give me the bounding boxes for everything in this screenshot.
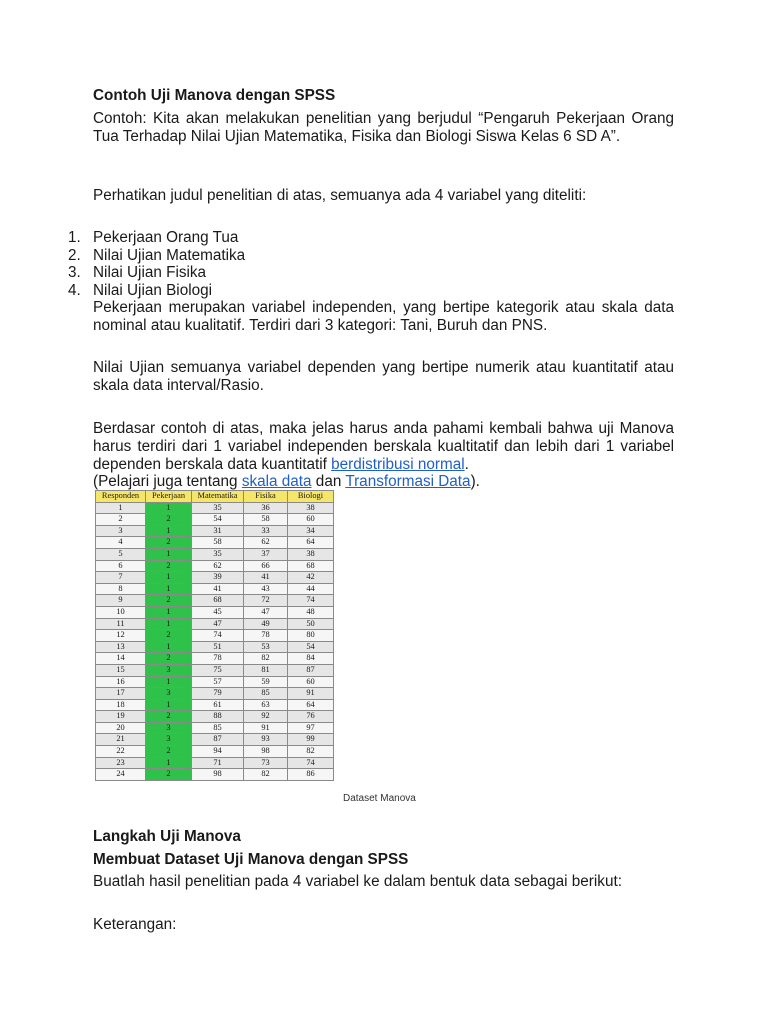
cell-responden: 17 xyxy=(96,688,146,700)
cell-pekerjaan: 1 xyxy=(146,618,192,630)
cell-fisika: 37 xyxy=(244,548,288,560)
table-row xyxy=(96,502,334,514)
cell-fisika: 62 xyxy=(244,537,288,549)
cell-matematika: 35 xyxy=(192,548,244,560)
cell-pekerjaan: 2 xyxy=(146,711,192,723)
cell-responden: 1 xyxy=(96,502,146,514)
cell-matematika: 75 xyxy=(192,664,244,676)
link-transformasi-data[interactable]: Transformasi Data xyxy=(345,473,471,490)
based-text: Berdasar contoh di atas, maka jelas harus anda pahami kembali bahwa uji Manova harus terdiri dari 1 variabel independen berskala kualtitatif dan lebih dari 1 variabel dependen berskala data kuantitatif xyxy=(93,420,674,473)
table-row xyxy=(96,595,334,607)
cell-matematika: 39 xyxy=(192,572,244,584)
cell-biologi: 68 xyxy=(288,560,334,572)
table-row xyxy=(96,630,334,642)
cell-biologi: 80 xyxy=(288,630,334,642)
cell-pekerjaan: 1 xyxy=(146,548,192,560)
cell-responden: 4 xyxy=(96,537,146,549)
cell-biologi: 60 xyxy=(288,676,334,688)
list-item xyxy=(68,264,206,282)
list-item xyxy=(68,247,245,265)
cell-responden: 20 xyxy=(96,722,146,734)
cell-fisika: 82 xyxy=(244,653,288,665)
list-text: Pekerjaan Orang Tua xyxy=(93,229,239,246)
cell-matematika: 94 xyxy=(192,746,244,758)
list-number: 2. xyxy=(68,247,81,264)
cell-matematika: 88 xyxy=(192,711,244,723)
cell-fisika: 41 xyxy=(244,572,288,584)
list-number: 3. xyxy=(68,264,81,281)
cell-responden: 13 xyxy=(96,641,146,653)
link-berdistribusi-normal[interactable]: berdistribusi normal xyxy=(331,455,465,473)
cell-fisika: 73 xyxy=(244,757,288,769)
table-row xyxy=(96,606,334,618)
cell-responden: 12 xyxy=(96,630,146,642)
cell-biologi: 64 xyxy=(288,699,334,711)
cell-matematika: 58 xyxy=(192,537,244,549)
list-number: 1. xyxy=(68,229,81,246)
table-row xyxy=(96,514,334,526)
cell-biologi: 82 xyxy=(288,746,334,758)
cell-biologi: 60 xyxy=(288,514,334,526)
cell-pekerjaan: 2 xyxy=(146,746,192,758)
cell-matematika: 68 xyxy=(192,595,244,607)
cell-pekerjaan: 1 xyxy=(146,676,192,688)
cell-matematika: 35 xyxy=(192,502,244,514)
cell-fisika: 63 xyxy=(244,699,288,711)
cell-matematika: 87 xyxy=(192,734,244,746)
cell-fisika: 93 xyxy=(244,734,288,746)
table-body xyxy=(96,502,334,780)
list-text: Nilai Ujian Matematika xyxy=(93,247,246,264)
cell-responden: 23 xyxy=(96,757,146,769)
cell-responden: 9 xyxy=(96,595,146,607)
cell-biologi: 38 xyxy=(288,502,334,514)
cell-responden: 22 xyxy=(96,746,146,758)
cell-pekerjaan: 1 xyxy=(146,525,192,537)
table-row xyxy=(96,769,334,781)
table-row xyxy=(96,757,334,769)
cell-responden: 6 xyxy=(96,560,146,572)
cell-pekerjaan: 3 xyxy=(146,722,192,734)
doc-title: Contoh Uji Manova dengan SPSS xyxy=(93,87,336,104)
cell-responden: 15 xyxy=(96,664,146,676)
cell-fisika: 49 xyxy=(244,618,288,630)
cell-matematika: 47 xyxy=(192,618,244,630)
table-row xyxy=(96,548,334,560)
cell-pekerjaan: 3 xyxy=(146,664,192,676)
cell-matematika: 78 xyxy=(192,653,244,665)
table-row xyxy=(96,676,334,688)
cell-fisika: 66 xyxy=(244,560,288,572)
cell-pekerjaan: 1 xyxy=(146,572,192,584)
cell-fisika: 82 xyxy=(244,769,288,781)
table-caption: Dataset Manova xyxy=(343,793,416,804)
cell-responden: 11 xyxy=(96,618,146,630)
cell-responden: 2 xyxy=(96,514,146,526)
table-row xyxy=(96,583,334,595)
cell-biologi: 86 xyxy=(288,769,334,781)
cell-pekerjaan: 3 xyxy=(146,734,192,746)
cell-matematika: 98 xyxy=(192,769,244,781)
cell-matematika: 74 xyxy=(192,630,244,642)
table-row xyxy=(96,572,334,584)
cell-pekerjaan: 1 xyxy=(146,641,192,653)
heading-dataset: Membuat Dataset Uji Manova dengan SPSS xyxy=(93,851,409,868)
cell-pekerjaan: 1 xyxy=(146,502,192,514)
cell-responden: 8 xyxy=(96,583,146,595)
cell-responden: 7 xyxy=(96,572,146,584)
cell-fisika: 85 xyxy=(244,688,288,700)
cell-fisika: 43 xyxy=(244,583,288,595)
cell-fisika: 91 xyxy=(244,722,288,734)
cell-biologi: 38 xyxy=(288,548,334,560)
header-fisika: Fisika xyxy=(244,491,288,503)
table-row xyxy=(96,664,334,676)
cell-matematika: 85 xyxy=(192,722,244,734)
cell-biologi: 48 xyxy=(288,606,334,618)
cell-pekerjaan: 2 xyxy=(146,630,192,642)
cell-pekerjaan: 1 xyxy=(146,757,192,769)
cell-biologi: 50 xyxy=(288,618,334,630)
dataset-table xyxy=(95,490,334,781)
cell-fisika: 36 xyxy=(244,502,288,514)
table-row xyxy=(96,560,334,572)
table-row xyxy=(96,688,334,700)
cell-fisika: 59 xyxy=(244,676,288,688)
cell-responden: 5 xyxy=(96,548,146,560)
cell-pekerjaan: 1 xyxy=(146,606,192,618)
cell-fisika: 78 xyxy=(244,630,288,642)
cell-fisika: 33 xyxy=(244,525,288,537)
cell-matematika: 41 xyxy=(192,583,244,595)
cell-biologi: 97 xyxy=(288,722,334,734)
heading-steps: Langkah Uji Manova xyxy=(93,828,241,845)
header-pekerjaan: Pekerjaan xyxy=(146,491,192,503)
cell-matematika: 79 xyxy=(192,688,244,700)
list-text: Nilai Ujian Fisika xyxy=(93,264,207,281)
cell-biologi: 87 xyxy=(288,664,334,676)
cell-biologi: 91 xyxy=(288,688,334,700)
period: . xyxy=(464,455,469,473)
intro-paragraph: Contoh: Kita akan melakukan penelitian yang berjudul “Pengaruh Pekerjaan Orang Tua Terhadap Nilai Ujian Matematika, Fisika dan Biologi Siswa Kelas 6 SD A”. xyxy=(93,110,674,145)
cell-fisika: 98 xyxy=(244,746,288,758)
cell-fisika: 72 xyxy=(244,595,288,607)
cell-pekerjaan: 2 xyxy=(146,653,192,665)
cell-matematika: 54 xyxy=(192,514,244,526)
cell-biologi: 54 xyxy=(288,641,334,653)
cell-pekerjaan: 1 xyxy=(146,699,192,711)
cell-responden: 24 xyxy=(96,769,146,781)
cell-responden: 16 xyxy=(96,676,146,688)
cell-fisika: 81 xyxy=(244,664,288,676)
cell-fisika: 47 xyxy=(244,606,288,618)
cell-biologi: 84 xyxy=(288,653,334,665)
cell-responden: 18 xyxy=(96,699,146,711)
cell-biologi: 44 xyxy=(288,583,334,595)
cell-fisika: 58 xyxy=(244,514,288,526)
cell-matematika: 61 xyxy=(192,699,244,711)
cell-matematika: 57 xyxy=(192,676,244,688)
list-number: 4. xyxy=(68,282,81,299)
table-row xyxy=(96,618,334,630)
table-row xyxy=(96,734,334,746)
cell-pekerjaan: 2 xyxy=(146,769,192,781)
learn-and: dan xyxy=(311,473,346,490)
header-matematika: Matematika xyxy=(192,491,244,503)
table-row xyxy=(96,641,334,653)
based-paragraph xyxy=(93,420,674,473)
independent-paragraph: Pekerjaan merupakan variabel independen, yang bertipe kategorik atau skala data nominal atau kualitatif. Terdiri dari 3 kategori: Tani, Buruh dan PNS. xyxy=(93,299,674,334)
cell-pekerjaan: 2 xyxy=(146,514,192,526)
link-skala-data[interactable]: skala data xyxy=(241,473,312,490)
cell-matematika: 71 xyxy=(192,757,244,769)
learn-prefix: (Pelajari juga tentang xyxy=(93,473,242,490)
cell-responden: 3 xyxy=(96,525,146,537)
cell-biologi: 99 xyxy=(288,734,334,746)
cell-pekerjaan: 2 xyxy=(146,537,192,549)
cell-matematika: 31 xyxy=(192,525,244,537)
cell-fisika: 92 xyxy=(244,711,288,723)
keterangan-label: Keterangan: xyxy=(93,916,177,933)
cell-pekerjaan: 2 xyxy=(146,560,192,572)
cell-matematika: 45 xyxy=(192,606,244,618)
make-data-paragraph: Buatlah hasil penelitian pada 4 variabel ke dalam bentuk data sebagai berikut: xyxy=(93,873,622,890)
learn-more-line xyxy=(93,473,674,491)
list-text: Nilai Ujian Biologi xyxy=(93,282,213,299)
cell-responden: 14 xyxy=(96,653,146,665)
cell-pekerjaan: 3 xyxy=(146,688,192,700)
table-header-row xyxy=(96,491,334,503)
cell-pekerjaan: 2 xyxy=(146,595,192,607)
list-item xyxy=(68,282,212,300)
table-row xyxy=(96,722,334,734)
cell-responden: 19 xyxy=(96,711,146,723)
cell-fisika: 53 xyxy=(244,641,288,653)
list-item xyxy=(68,229,238,247)
cell-biologi: 76 xyxy=(288,711,334,723)
cell-biologi: 74 xyxy=(288,757,334,769)
cell-biologi: 64 xyxy=(288,537,334,549)
header-responden: Responden xyxy=(96,491,146,503)
table-row xyxy=(96,525,334,537)
cell-biologi: 74 xyxy=(288,595,334,607)
table-row xyxy=(96,699,334,711)
table-row xyxy=(96,746,334,758)
cell-matematika: 62 xyxy=(192,560,244,572)
cell-responden: 21 xyxy=(96,734,146,746)
header-biologi: Biologi xyxy=(288,491,334,503)
variables-paragraph: Perhatikan judul penelitian di atas, semuanya ada 4 variabel yang diteliti: xyxy=(93,187,587,204)
cell-matematika: 51 xyxy=(192,641,244,653)
table-row xyxy=(96,653,334,665)
table-row xyxy=(96,537,334,549)
learn-suffix: ). xyxy=(470,473,480,490)
table-row xyxy=(96,711,334,723)
cell-biologi: 34 xyxy=(288,525,334,537)
dependent-paragraph: Nilai Ujian semuanya variabel dependen yang bertipe numerik atau kuantitatif atau skala data interval/Rasio. xyxy=(93,359,674,394)
cell-biologi: 42 xyxy=(288,572,334,584)
cell-pekerjaan: 1 xyxy=(146,583,192,595)
cell-responden: 10 xyxy=(96,606,146,618)
